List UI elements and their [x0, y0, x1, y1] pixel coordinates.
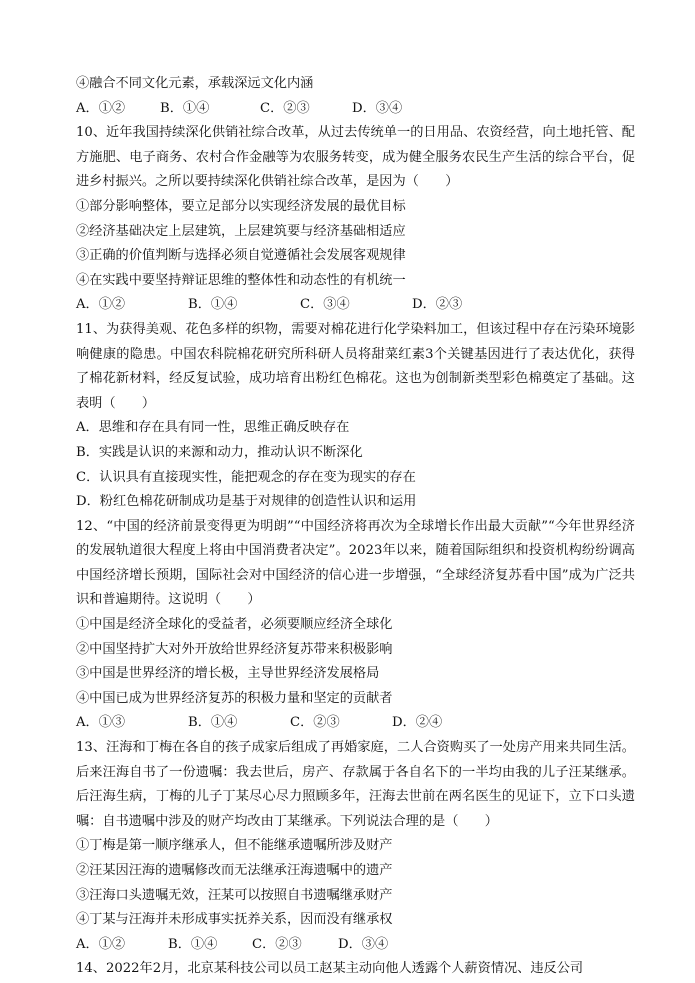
q12-option-b: B．①④	[188, 715, 238, 731]
q13-item-1: ①丁梅是第一顺序继承人，但不能继承遗嘱所涉及财产	[76, 838, 393, 854]
q11-option-b: B．实践是认识的来源和动力，推动认识不断深化	[76, 444, 363, 460]
q12-option-d: D．②④	[392, 715, 443, 731]
q11-option-a: A．思维和存在具有同一性，思维正确反映存在	[76, 420, 350, 436]
q12-stem: 12、“中国的经济前景变得更为明朗”“中国经济将再次为全球增长作出最大贡献”“今年世界经济的发展轨道很大程度上将由中国消费者决定”。2023年以来，随着国际组织和投资机构纷纷调高中国经济增长预期，国际社会对中国经济的信心进一步增强，“全球经济复苏看中国”成为广泛共识和普遍期待。这说明（ ）	[76, 518, 635, 608]
q13-option-a: A．①②	[76, 936, 126, 952]
q13-item-3: ③汪海口头遗嘱无效，汪某可以按照自书遗嘱继承财产	[76, 887, 393, 903]
q10-item-2: ②经济基础决定上层建筑，上层建筑要与经济基础相适应	[76, 223, 406, 239]
q10-option-c: C．③④	[300, 297, 350, 313]
q12-item-3: ③中国是世界经济的增长极，主导世界经济发展格局	[76, 666, 380, 682]
q14-stem: 14、2022年2月，北京某科技公司以员工赵某主动向他人透露个人薪资情况、违反公司	[76, 961, 584, 977]
q13-option-d: D．③④	[338, 936, 389, 952]
q9-item-4: ④融合不同文化元素，承载深远文化内涵	[76, 76, 314, 91]
q13-item-4: ④丁某与汪海并未形成事实抚养关系，因而没有继承权	[76, 912, 393, 928]
q13-stem: 13、汪海和丁梅在各自的孩子成家后组成了再婚家庭，二人合资购买了一处房产用来共同生活。后来汪海自书了一份遗嘱：我去世后，房产、存款属于各自名下的一半均由我的儿子汪某继承。后汪海生病，丁梅的儿子丁某尽心尽力照顾多年，汪海去世前在两名医生的见证下，立下口头遗嘱：自书遗嘱中涉及的财产均改由丁某继承。下列说法合理的是（ ）	[76, 740, 635, 829]
q12-options	[76, 711, 635, 736]
q10-option-b: B．①④	[188, 297, 238, 313]
q12-option-c: C．②③	[290, 715, 340, 731]
q12-item-1: ①中国是经济全球化的受益者，必须要顺应经济全球化	[76, 617, 393, 633]
q11-stem: 11、为获得美观、花色多样的织物，需要对棉花进行化学染料加工，但该过程中存在污染环境影响健康的隐患。中国农科院棉花研究所科研人员将甜菜红素3个关键基因进行了表达优化，获得了棉花新材料，经反复试验，成功培育出粉红色棉花。这也为创制新类型彩色棉奠定了基础。这表明（ ）	[76, 321, 635, 411]
q9-option-c: C．②③	[260, 100, 310, 116]
q13-item-2: ②汪某因汪海的遗嘱修改而无法继承汪海遗嘱中的遗产	[76, 863, 393, 878]
q12-item-2: ②中国坚持扩大对外开放给世界经济复苏带来积极影响	[76, 641, 393, 657]
q9-option-d: D．③④	[352, 100, 403, 116]
q9-option-a: A．①②	[76, 100, 126, 116]
q10-option-d: D．②③	[412, 297, 463, 313]
q13-options	[76, 933, 635, 958]
q11-option-c: C．认识具有直接现实性，能把观念的存在变为现实的存在	[76, 469, 416, 485]
q10-stem: 10、近年我国持续深化供销社综合改革，从过去传统单一的日用品、农资经营，向土地托管、配方施肥、电子商务、农村合作金融等为农服务转变，成为健全服务农民生产生活的综合平台，促进乡村振兴。之所以要持续深化供销社综合改革，是因为（ ）	[76, 125, 635, 190]
q10-item-3: ③正确的价值判断与选择必须自觉遵循社会发展客观规律	[76, 248, 406, 264]
q13-option-b: B．①④	[168, 936, 218, 952]
q10-option-a: A．①②	[76, 297, 126, 313]
q9-options	[76, 97, 635, 122]
q12-item-4: ④中国已成为世界经济复苏的积极力量和坚定的贡献者	[76, 690, 393, 706]
q12-option-a: A．①③	[76, 715, 126, 731]
q9-option-b: B．①④	[160, 100, 210, 116]
q10-item-1: ①部分影响整体，要立足部分以实现经济发展的最优目标	[76, 198, 406, 214]
q11-option-d: D．粉红色棉花研制成功是基于对规律的创造性认识和运用	[76, 494, 417, 510]
q10-options	[76, 293, 635, 318]
q13-option-c: C．②③	[252, 936, 302, 952]
q10-item-4: ④在实践中要坚持辩证思维的整体性和动态性的有机统一	[76, 272, 406, 288]
